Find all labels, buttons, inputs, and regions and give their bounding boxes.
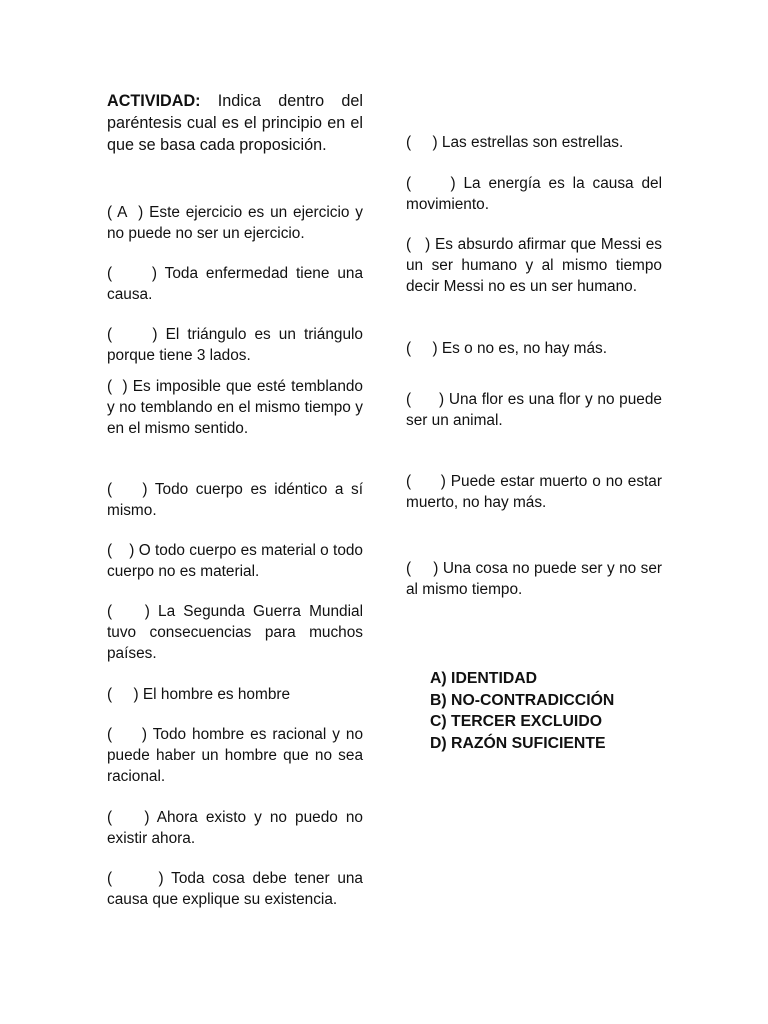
proposition-item bbox=[406, 338, 662, 359]
proposition-item bbox=[107, 684, 363, 705]
proposition-item bbox=[406, 471, 662, 513]
answer-parenthesis[interactable]: ( ) bbox=[406, 340, 438, 357]
proposition-text: Puede estar muerto o no estar muerto, no hay más. bbox=[406, 473, 662, 511]
left-column bbox=[107, 90, 364, 908]
answer-parenthesis[interactable]: ( ) bbox=[107, 265, 157, 282]
answer-parenthesis[interactable]: ( ) bbox=[406, 473, 446, 490]
proposition-text: Toda cosa debe tener una causa que explique su existencia. bbox=[107, 870, 363, 908]
proposition-text: Todo hombre es racional y no puede haber un hombre que no sea racional. bbox=[107, 726, 364, 785]
proposition-text: Ahora existo y no puedo no existir ahora. bbox=[107, 809, 363, 847]
activity-instruction-text: Indica dentro del paréntesis cual es el principio en el que se basa cada proposición. bbox=[107, 92, 363, 154]
proposition-item bbox=[107, 376, 363, 439]
proposition-item bbox=[107, 202, 363, 244]
answer-parenthesis[interactable]: ( ) bbox=[107, 378, 128, 395]
answer-parenthesis[interactable]: ( ) bbox=[107, 542, 135, 559]
proposition-item bbox=[107, 724, 363, 787]
activity-instruction bbox=[107, 90, 363, 156]
proposition-item bbox=[107, 263, 363, 305]
activity-label: ACTIVIDAD: bbox=[107, 92, 201, 110]
proposition-text: El hombre es hombre bbox=[142, 686, 291, 703]
proposition-item bbox=[107, 601, 363, 664]
proposition-text: El triángulo es un triángulo porque tiene 3 lados. bbox=[107, 326, 363, 364]
proposition-text: Todo cuerpo es idéntico a sí mismo. bbox=[107, 481, 363, 519]
answer-parenthesis[interactable]: ( ) bbox=[107, 809, 150, 826]
proposition-text: Las estrellas son estrellas. bbox=[441, 134, 624, 151]
proposition-text: La Segunda Guerra Mundial tuvo consecuencias para muchos países. bbox=[107, 603, 364, 662]
proposition-text: Una flor es una flor y no puede ser un animal. bbox=[406, 391, 662, 429]
legend-item-razon-suficiente: D) RAZÓN SUFICIENTE bbox=[430, 734, 606, 752]
answer-parenthesis[interactable]: ( ) bbox=[107, 686, 139, 703]
answer-parenthesis[interactable]: ( ) bbox=[107, 326, 158, 343]
proposition-item bbox=[107, 807, 363, 849]
legend-item-tercer-excluido: C) TERCER EXCLUIDO bbox=[430, 713, 603, 731]
legend-item-no-contradiccion: B) NO-CONTRADICCIÓN bbox=[430, 691, 615, 709]
answer-parenthesis[interactable]: ( ) bbox=[406, 134, 438, 151]
proposition-item bbox=[406, 173, 662, 215]
proposition-text: O todo cuerpo es material o todo cuerpo no es material. bbox=[107, 542, 363, 580]
answer-parenthesis[interactable]: ( ) bbox=[406, 560, 439, 577]
answer-parenthesis[interactable]: ( ) bbox=[406, 175, 456, 192]
proposition-text: La energía es la causa del movimiento. bbox=[406, 175, 662, 213]
principles-legend bbox=[430, 668, 614, 754]
proposition-item bbox=[406, 132, 662, 153]
answer-parenthesis[interactable]: ( ) bbox=[107, 603, 150, 620]
answer-parenthesis[interactable]: ( ) bbox=[107, 726, 148, 743]
proposition-item bbox=[406, 389, 662, 431]
answer-parenthesis[interactable]: ( ) bbox=[406, 391, 445, 408]
proposition-text: Una cosa no puede ser y no ser al mismo tiempo. bbox=[406, 560, 663, 598]
proposition-item bbox=[107, 540, 363, 582]
proposition-text: Es o no es, no hay más. bbox=[441, 340, 608, 357]
legend-item-identidad: A) IDENTIDAD bbox=[430, 670, 538, 687]
answer-parenthesis[interactable]: ( ) bbox=[406, 236, 431, 253]
answer-parenthesis[interactable]: ( ) bbox=[107, 870, 164, 887]
proposition-text: Es absurdo afirmar que Messi es un ser humano y al mismo tiempo decir Messi no es un ser humano. bbox=[406, 236, 662, 295]
proposition-item bbox=[406, 558, 662, 600]
answer-parenthesis[interactable]: ( A ) bbox=[107, 204, 144, 221]
proposition-item bbox=[107, 868, 363, 910]
proposition-item bbox=[107, 324, 363, 366]
proposition-item bbox=[107, 479, 363, 521]
proposition-item bbox=[406, 234, 662, 297]
proposition-text: Este ejercicio es un ejercicio y no puede no ser un ejercicio. bbox=[107, 204, 363, 242]
proposition-text: Es imposible que esté temblando y no temblando en el mismo tiempo y en el mismo sentido. bbox=[107, 378, 363, 437]
answer-parenthesis[interactable]: ( ) bbox=[107, 481, 148, 498]
proposition-text: Toda enfermedad tiene una causa. bbox=[107, 265, 364, 303]
